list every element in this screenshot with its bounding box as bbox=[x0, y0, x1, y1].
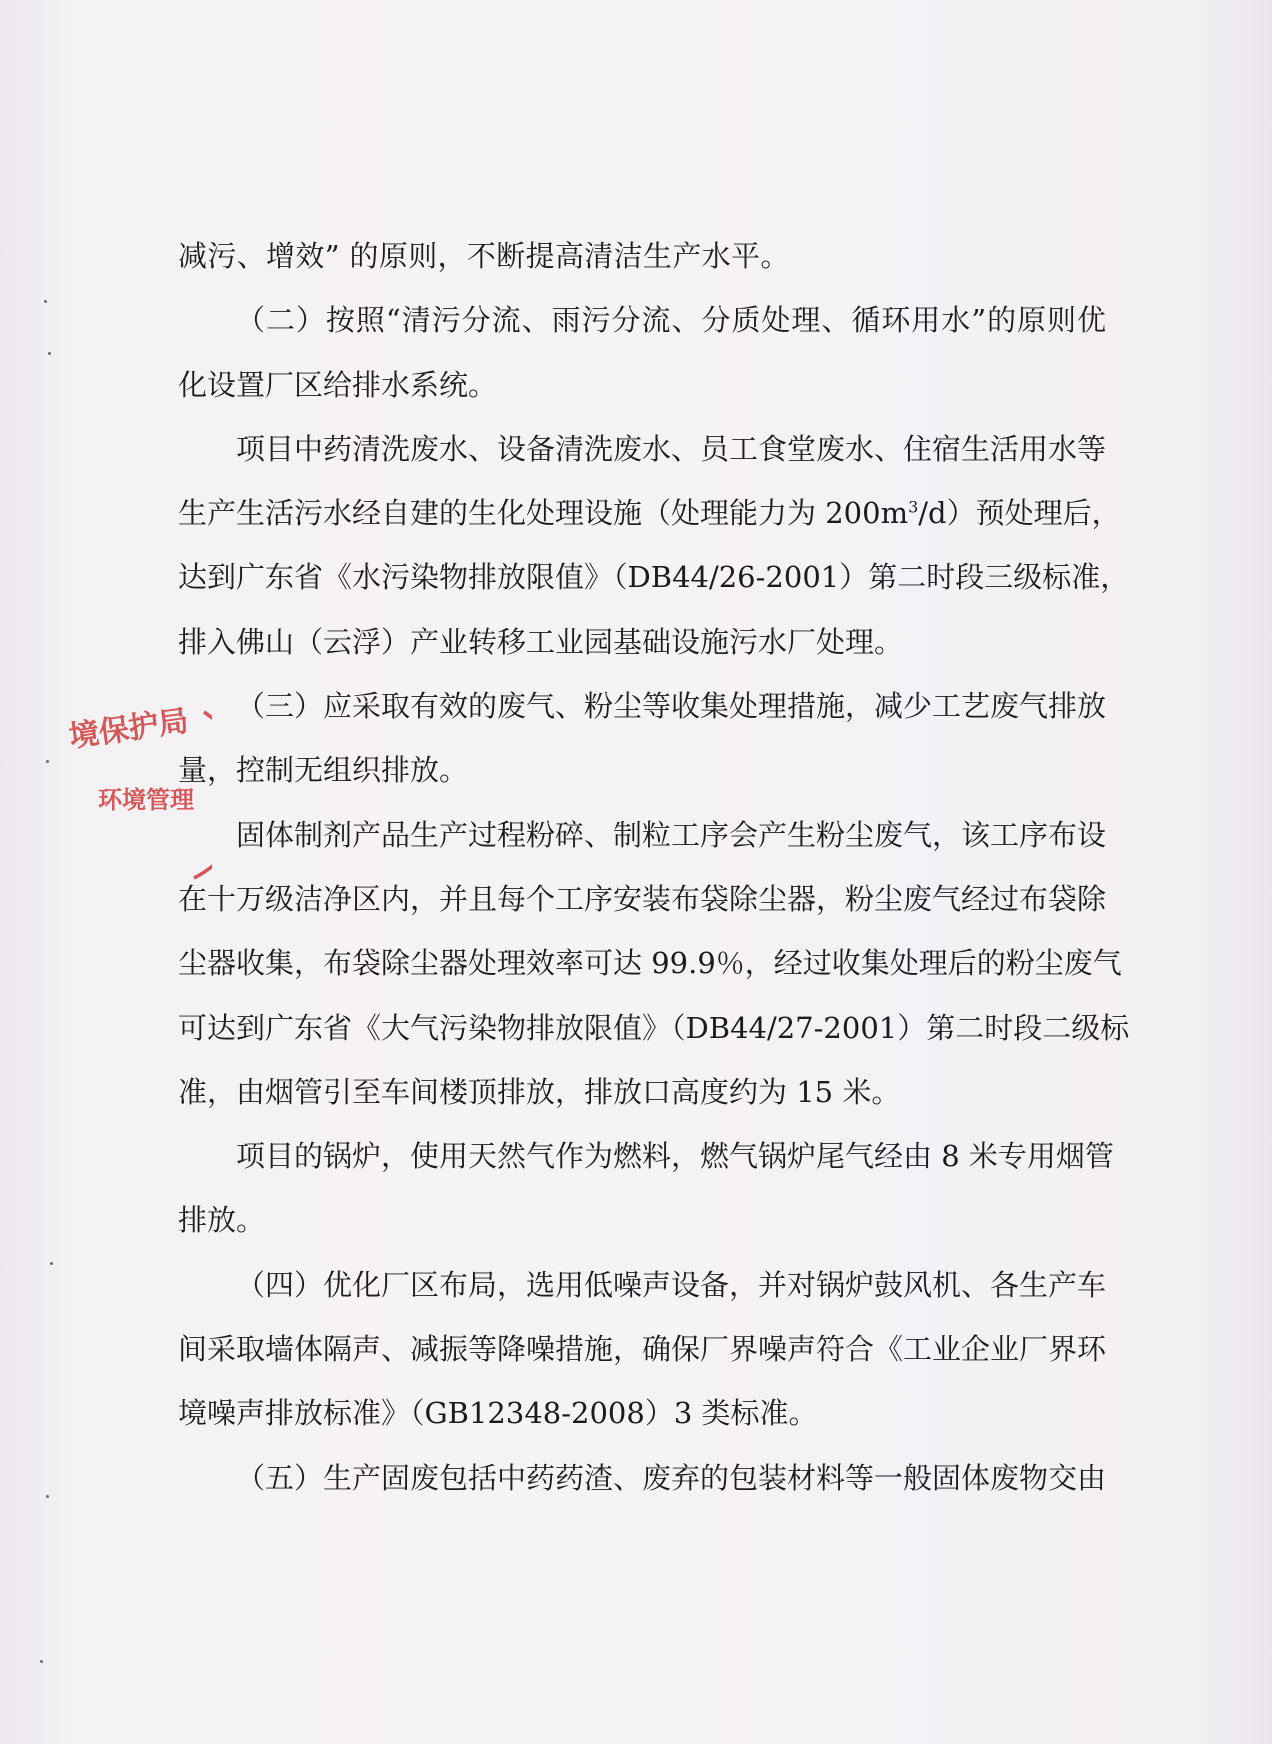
scan-speck bbox=[46, 1495, 49, 1498]
text-line: 可达到广东省《大气污染物排放限值》（DB44/27-2001）第二时段二级标 bbox=[178, 1010, 1130, 1045]
text-line: 在十万级洁净区内，并且每个工序安装布袋除尘器，粉尘废气经过布袋除 bbox=[178, 881, 1107, 916]
text-line: 尘器收集，布袋除尘器处理效率可达 99.9％，经过收集处理后的粉尘废气 bbox=[178, 946, 1122, 981]
text-line: 项目中药清洗废水、设备清洗废水、员工食堂废水、住宿生活用水等 bbox=[236, 431, 1107, 466]
text-line: 排入佛山（云浮）产业转移工业园基础设施污水厂处理。 bbox=[178, 624, 904, 659]
text-line: 准，由烟管引至车间楼顶排放，排放口高度约为 15 米。 bbox=[178, 1074, 901, 1109]
text-line: （五）生产固废包括中药药渣、废弃的包装材料等一般固体废物交由 bbox=[236, 1460, 1107, 1495]
text-line: 固体制剂产品生产过程粉碎、制粒工序会产生粉尘废气，该工序布设 bbox=[236, 817, 1107, 852]
text-fragment: /d）预处理后， bbox=[918, 496, 1121, 531]
scan-speck bbox=[44, 300, 47, 303]
text-line: （四）优化厂区布局，选用低噪声设备，并对锅炉鼓风机、各生产车 bbox=[236, 1267, 1107, 1302]
seal-text: 境保护局 bbox=[67, 703, 191, 755]
text-line: 项目的锅炉，使用天然气作为燃料，燃气锅炉尾气经由 8 米专用烟管 bbox=[236, 1139, 1114, 1174]
scan-speck bbox=[40, 1660, 43, 1663]
document-body bbox=[178, 224, 1130, 1510]
text-line: 量，控制无组织排放。 bbox=[178, 753, 469, 788]
scan-speck bbox=[46, 760, 49, 763]
text-fragment: 生产生活污水经自建的生化处理设施（处理能力为 200m bbox=[178, 496, 909, 531]
text-line: 达到广东省《水污染物排放限值》（DB44/26-2001）第二时段三级标准， bbox=[178, 560, 1130, 595]
text-line: （三）应采取有效的废气、粉尘等收集处理措施，减少工艺废气排放 bbox=[236, 689, 1107, 724]
text-line: 化设置厂区给排水系统。 bbox=[178, 367, 498, 402]
seal-text: 环境管理 bbox=[98, 785, 194, 814]
superscript: 3 bbox=[908, 497, 919, 517]
scan-speck bbox=[48, 352, 51, 355]
scan-speck bbox=[50, 1262, 53, 1265]
text-line: 减污、增效” 的原则，不断提高清洁生产水平。 bbox=[178, 239, 790, 273]
text-line: 境噪声排放标准》（GB12348-2008）3 类标准。 bbox=[178, 1396, 818, 1431]
text-line: （二）按照“清污分流、雨污分流、分质处理、循环用水”的原则优 bbox=[236, 303, 1106, 338]
text-line: 间采取墙体隔声、减振等降噪措施，确保厂界噪声符合《工业企业厂界环 bbox=[178, 1332, 1107, 1367]
text-line: 排放。 bbox=[178, 1203, 266, 1238]
text-line bbox=[178, 481, 1121, 545]
